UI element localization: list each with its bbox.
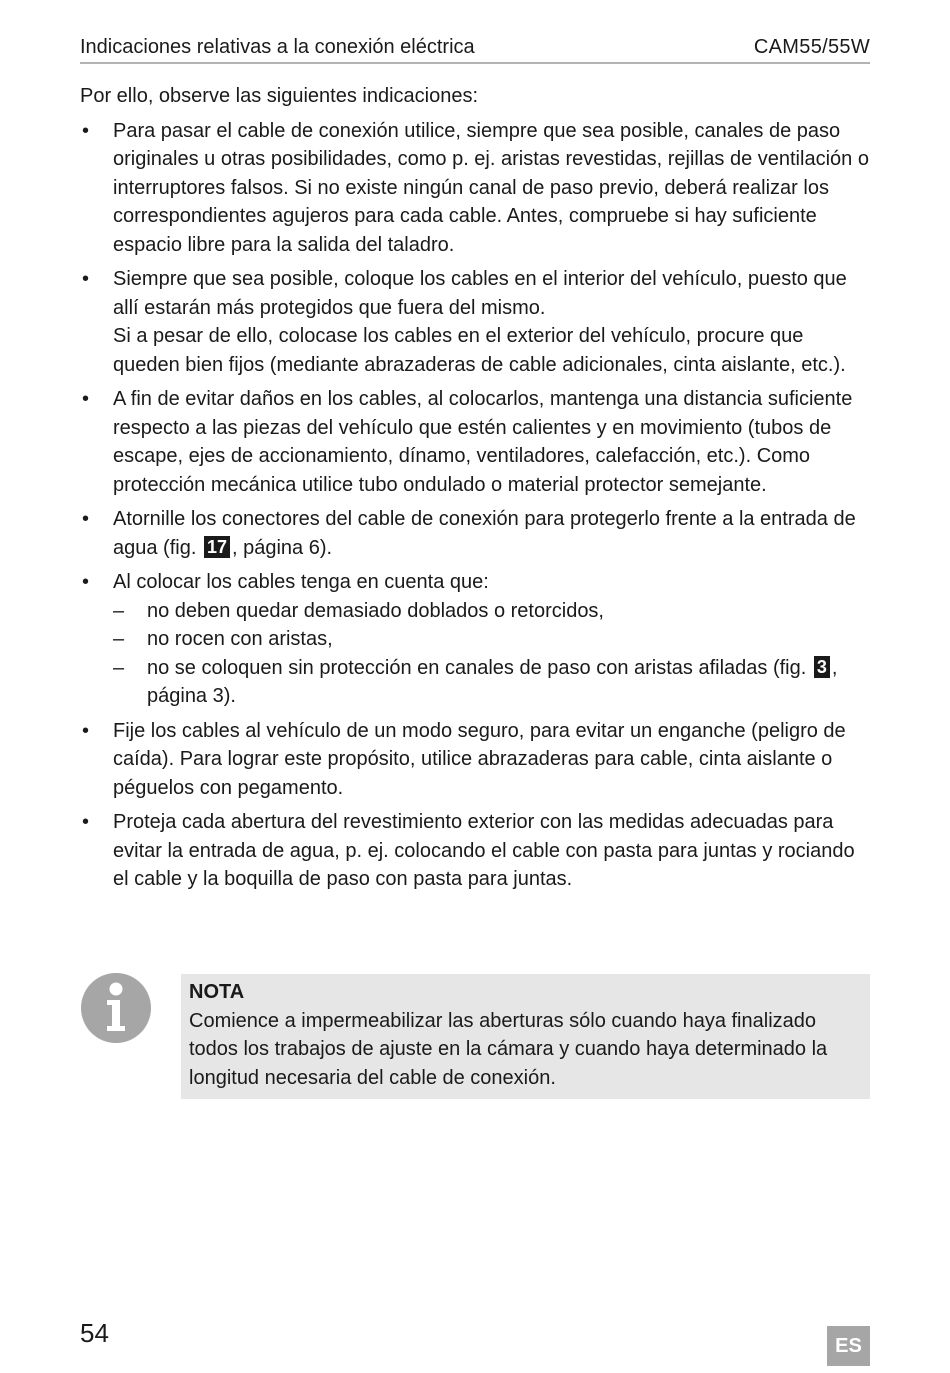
figure-ref-badge: 17 <box>204 536 230 558</box>
main-content <box>80 82 870 900</box>
list-item: • A fin de evitar daños en los cables, al colocarlos, mantenga una distancia suficiente respecto a las piezas del vehículo que estén calientes y en movimiento (tubos de escape, ejes de accionamiento, dínamo, ventiladores, calefacción, etc.). Como protección mecánica utilice tubo ondulado o material protector semejante. <box>80 385 870 499</box>
list-item: • Para pasar el cable de conexión utilice, siempre que sea posible, canales de paso originales u otras posibilidades, como p. ej. aristas revestidas, rejillas de ventilación o interruptores falsos. Si no existe ningún canal de paso previo, deberá realizar los correspondientes agujeros para cada cable. Antes, compruebe si hay suficiente espacio libre para la salida del taladro. <box>80 117 870 260</box>
figure-ref-badge: 3 <box>814 656 830 678</box>
sub-list-item: – no rocen con aristas, <box>113 625 870 654</box>
model-name: CAM55/55W <box>753 36 870 58</box>
intro-text: Por ello, observe las siguientes indicaciones: <box>80 85 478 107</box>
list-item: • Proteja cada abertura del revestimiento exterior con las medidas adecuadas para evitar la entrada de agua, p. ej. colocando el cable con pasta para juntas y rociando el cable y la boquilla de paso con pasta para juntas. <box>80 808 870 894</box>
info-icon <box>80 972 152 1044</box>
sub-list-item: – no se coloquen sin protección en canales de paso con aristas afiladas (fig. 3 , página 3). <box>113 654 870 711</box>
sub-list <box>113 597 870 711</box>
language-badge: ES <box>827 1326 870 1366</box>
note-box <box>181 974 870 1099</box>
page-header <box>80 32 870 64</box>
page-number: 54 <box>80 1318 109 1348</box>
list-item: • Fije los cables al vehículo de un modo seguro, para evitar un enganche (peligro de caída). Para lograr este propósito, utilice abrazaderas para cable, cinta aislante o péguelos con pegamento. <box>80 717 870 803</box>
list-item: • Atornille los conectores del cable de conexión para protegerlo frente a la entrada de agua (fig. 17 , página 6). <box>80 505 870 562</box>
list-item: • Al colocar los cables tenga en cuenta que: – no deben quedar demasiado doblados o retorcidos, – no rocen con aristas, – no se coloquen sin protección en canales de paso con aristas afiladas (fig. 3 , página 3). <box>80 568 870 711</box>
note-title: NOTA <box>189 981 245 1003</box>
section-title: Indicaciones relativas a la conexión eléctrica <box>80 36 475 58</box>
list-item: • Siempre que sea posible, coloque los cables en el interior del vehículo, puesto que allí estarán más protegidos que fuera del mismo. Si a pesar de ello, colocase los cables en el exterior del vehículo, procure que queden bien fijos (mediante abrazaderas de cable adicionales, cinta aislante, etc.). <box>80 265 870 379</box>
instruction-list <box>80 117 870 894</box>
sub-list-item: – no deben quedar demasiado doblados o retorcidos, <box>113 597 870 626</box>
note-text: Comience a impermeabilizar las aberturas sólo cuando haya finalizado todos los trabajos de ajuste en la cámara y cuando haya determinado la longitud necesaria del cable de conexión. <box>189 1009 828 1089</box>
